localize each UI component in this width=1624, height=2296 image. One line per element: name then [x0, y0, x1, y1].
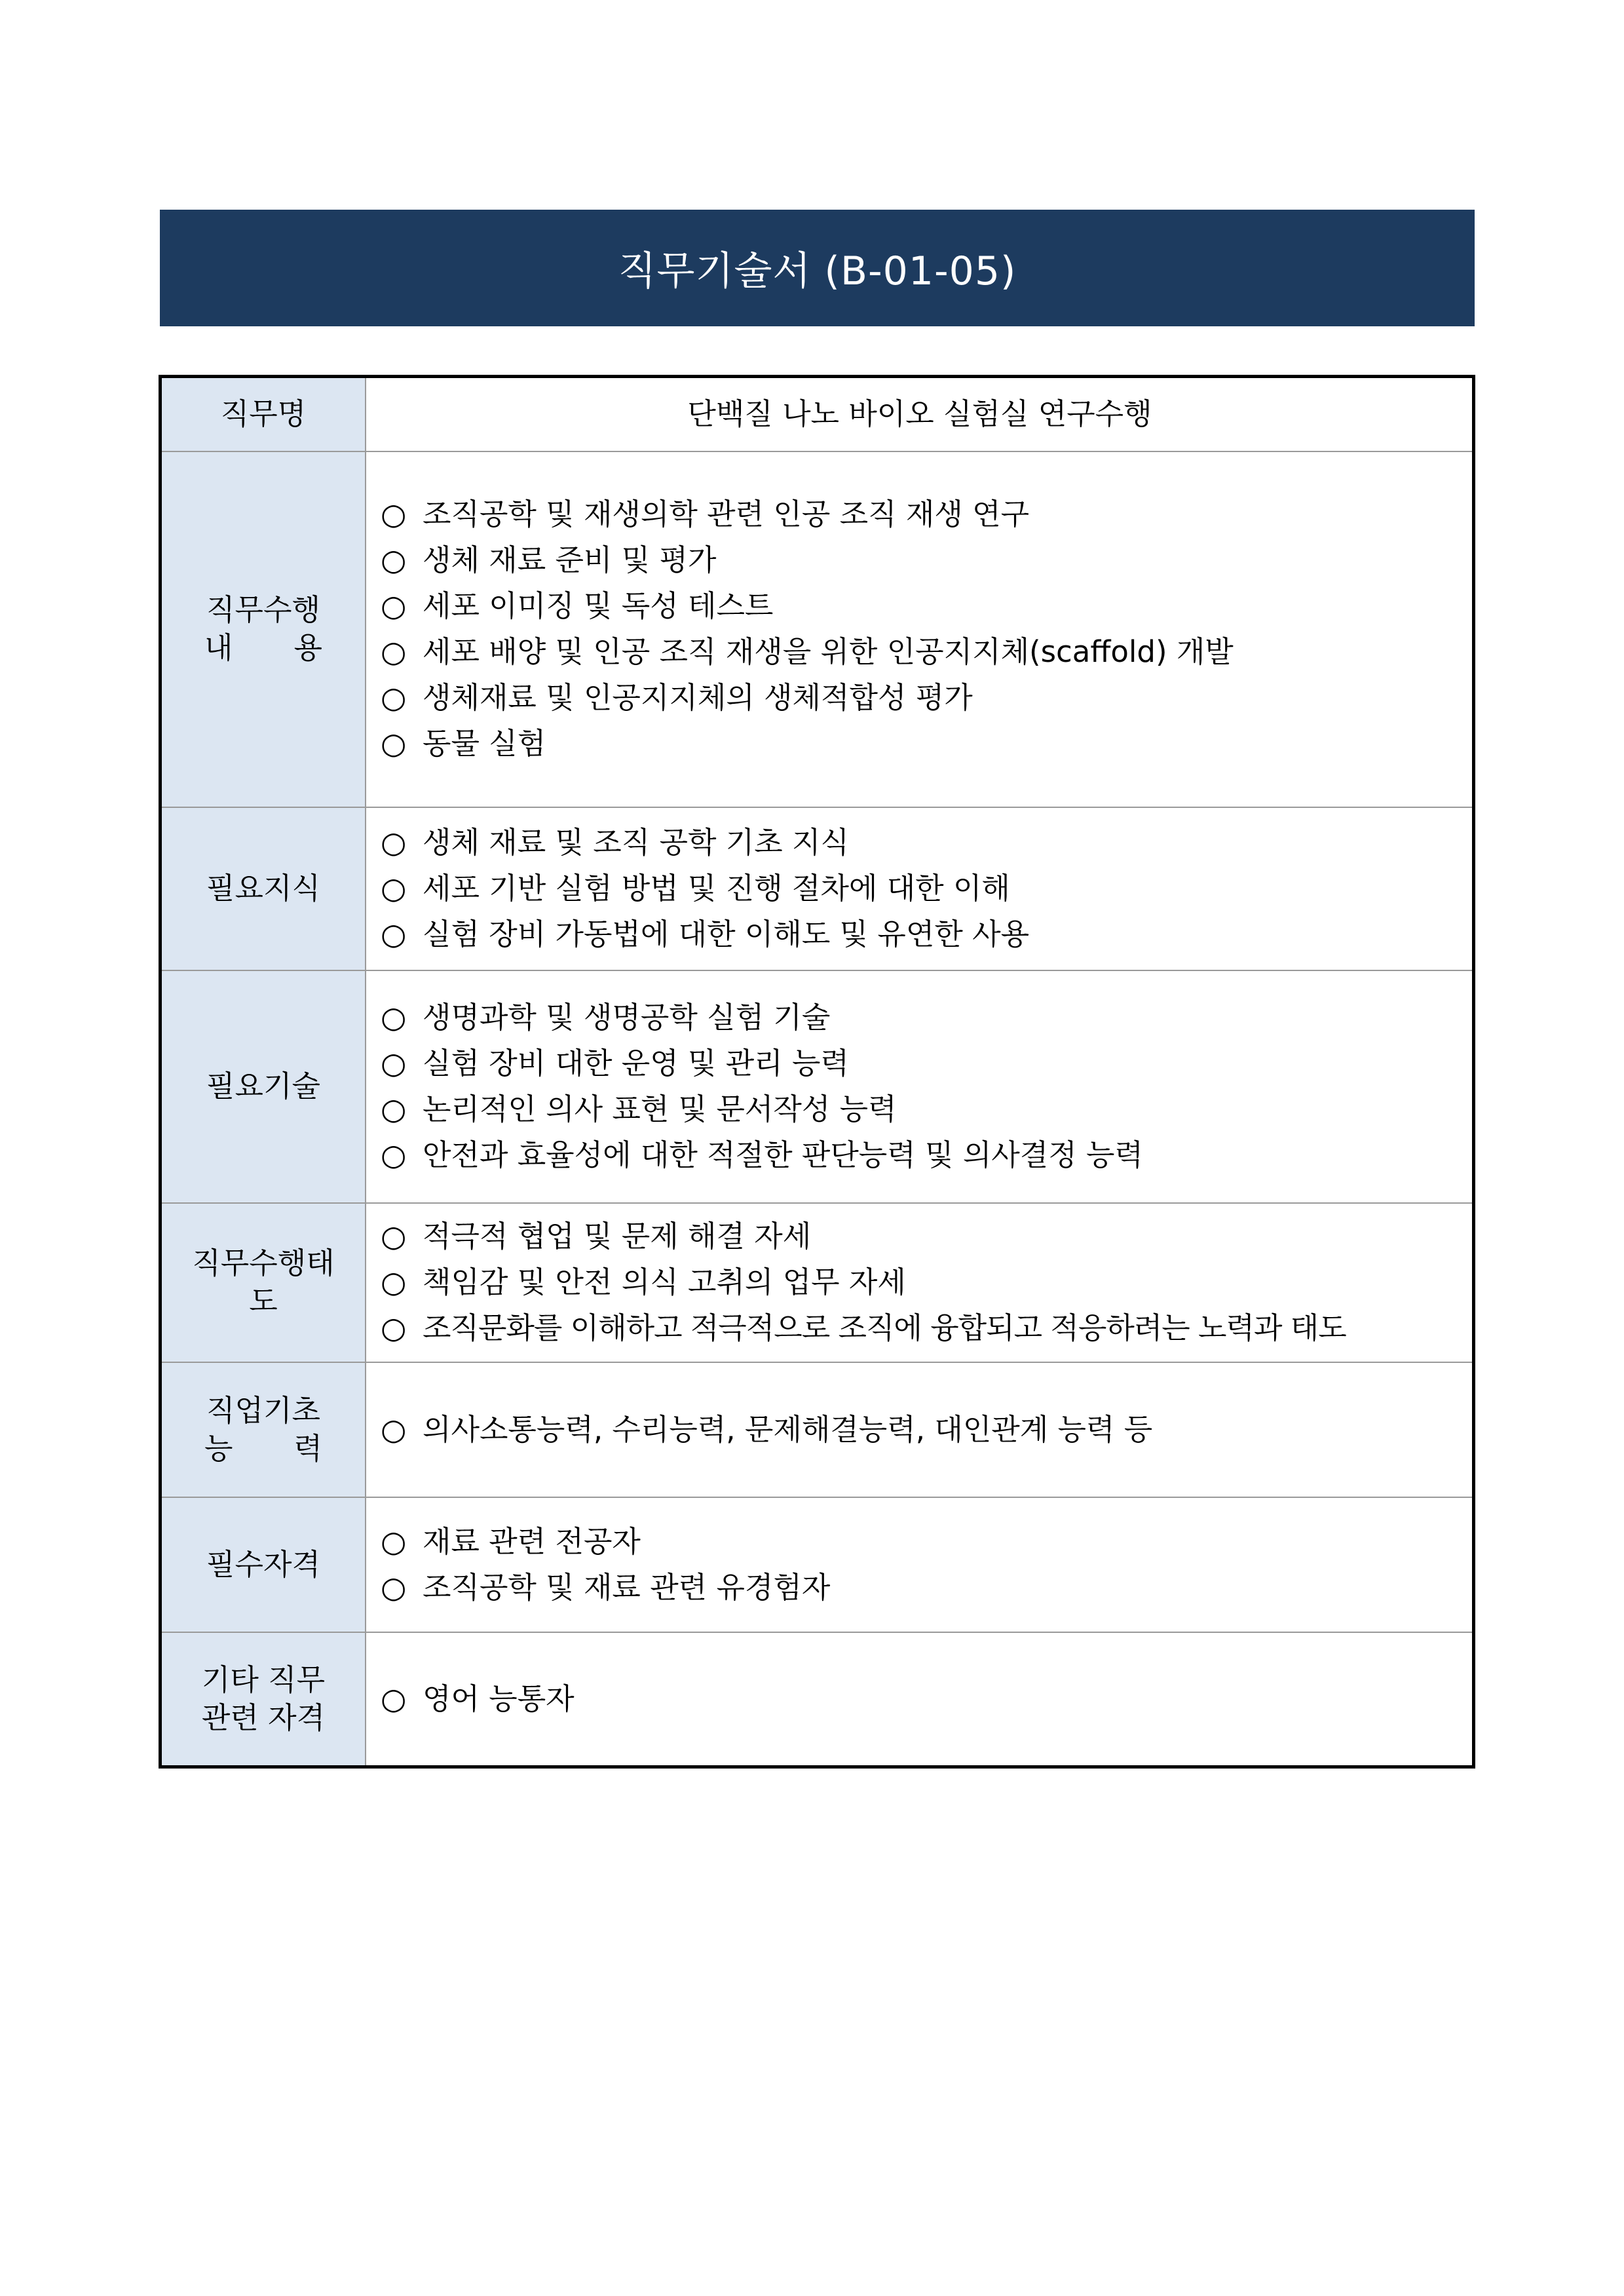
- list-item: ○ 생체재료 및 인공지지체의 생체적합성 평가: [381, 675, 1459, 721]
- list-item: ○ 생체 재료 준비 및 평가: [381, 537, 1459, 583]
- label-duties: 직무수행 내 용: [161, 451, 366, 807]
- circle-bullet-icon: ○: [381, 1265, 407, 1299]
- circle-bullet-icon: ○: [381, 726, 407, 761]
- list-item: ○ 조직공학 및 재료 관련 유경험자: [381, 1565, 1459, 1611]
- circle-bullet-icon: ○: [381, 1000, 407, 1035]
- circle-bullet-icon: ○: [381, 634, 407, 669]
- circle-bullet-icon: ○: [381, 1046, 407, 1081]
- label-skills: 필요기술: [161, 970, 366, 1203]
- list-other-qualification: [366, 1632, 1474, 1767]
- circle-bullet-icon: ○: [381, 1138, 407, 1172]
- list-required-qualification: [366, 1497, 1474, 1632]
- row-other-qualification: [161, 1632, 1474, 1767]
- list-item: ○ 책임감 및 안전 의식 고취의 업무 자세: [381, 1259, 1459, 1305]
- list-basic-ability: [366, 1362, 1474, 1497]
- list-skills: [366, 970, 1474, 1203]
- circle-bullet-icon: ○: [381, 917, 407, 951]
- circle-bullet-icon: ○: [381, 1681, 407, 1716]
- list-item: ○ 안전과 효율성에 대한 적절한 판단능력 및 의사결정 능력: [381, 1132, 1459, 1178]
- circle-bullet-icon: ○: [381, 1219, 407, 1253]
- circle-bullet-icon: ○: [381, 588, 407, 623]
- list-item: ○ 재료 관련 전공자: [381, 1519, 1459, 1565]
- row-duties: [161, 451, 1474, 807]
- circle-bullet-icon: ○: [381, 1092, 407, 1126]
- label-other-qualification: 기타 직무 관련 자격: [161, 1632, 366, 1767]
- circle-bullet-icon: ○: [381, 1523, 407, 1559]
- circle-bullet-icon: ○: [381, 543, 407, 577]
- job-description-table: [159, 375, 1475, 1769]
- list-item: ○ 세포 기반 실험 방법 및 진행 절차에 대한 이해: [381, 866, 1459, 911]
- list-item: ○ 실험 장비 대한 운영 및 관리 능력: [381, 1041, 1459, 1086]
- list-item: ○ 조직공학 및 재생의학 관련 인공 조직 재생 연구: [381, 491, 1459, 537]
- row-required-qualification: [161, 1497, 1474, 1632]
- circle-bullet-icon: ○: [381, 680, 407, 715]
- label-knowledge: 필요지식: [161, 807, 366, 970]
- list-item: ○ 적극적 협업 및 문제 해결 자세: [381, 1214, 1459, 1259]
- list-item: ○ 조직문화를 이해하고 적극적으로 조직에 융합되고 적응하려는 노력과 태도: [381, 1305, 1459, 1351]
- list-attitude: [366, 1203, 1474, 1362]
- circle-bullet-icon: ○: [381, 1311, 406, 1345]
- list-item: ○ 세포 배양 및 인공 조직 재생을 위한 인공지지체(scaffold) 개발: [381, 629, 1459, 675]
- label-basic-ability: 직업기초 능 력: [161, 1362, 366, 1497]
- circle-bullet-icon: ○: [381, 1411, 407, 1447]
- row-knowledge: [161, 807, 1474, 970]
- value-job-name: 단백질 나노 바이오 실험실 연구수행: [366, 377, 1474, 451]
- row-basic-ability: [161, 1362, 1474, 1497]
- row-attitude: [161, 1203, 1474, 1362]
- circle-bullet-icon: ○: [381, 825, 407, 860]
- row-job-name: [161, 377, 1474, 451]
- label-job-name: 직무명: [161, 377, 366, 451]
- list-item: ○ 세포 이미징 및 독성 테스트: [381, 583, 1459, 629]
- list-duties: [366, 451, 1474, 807]
- list-item: ○ 논리적인 의사 표현 및 문서작성 능력: [381, 1086, 1459, 1132]
- circle-bullet-icon: ○: [381, 497, 407, 531]
- list-item: ○ 실험 장비 가동법에 대한 이해도 및 유연한 사용: [381, 911, 1459, 957]
- circle-bullet-icon: ○: [381, 1569, 407, 1605]
- document-title: 직무기술서 (B-01-05): [618, 248, 1017, 294]
- circle-bullet-icon: ○: [381, 871, 407, 906]
- list-item: ○ 영어 능통자: [381, 1676, 1459, 1722]
- list-item: ○ 동물 실험: [381, 721, 1459, 767]
- label-required-qualification: 필수자격: [161, 1497, 366, 1632]
- list-knowledge: [366, 807, 1474, 970]
- list-item: ○ 의사소통능력, 수리능력, 문제해결능력, 대인관계 능력 등: [381, 1407, 1459, 1453]
- list-item: ○ 생명과학 및 생명공학 실험 기술: [381, 995, 1459, 1041]
- title-bar: [160, 210, 1475, 326]
- list-item: ○ 생체 재료 및 조직 공학 기초 지식: [381, 820, 1459, 866]
- label-attitude: 직무수행태 도: [161, 1203, 366, 1362]
- row-skills: [161, 970, 1474, 1203]
